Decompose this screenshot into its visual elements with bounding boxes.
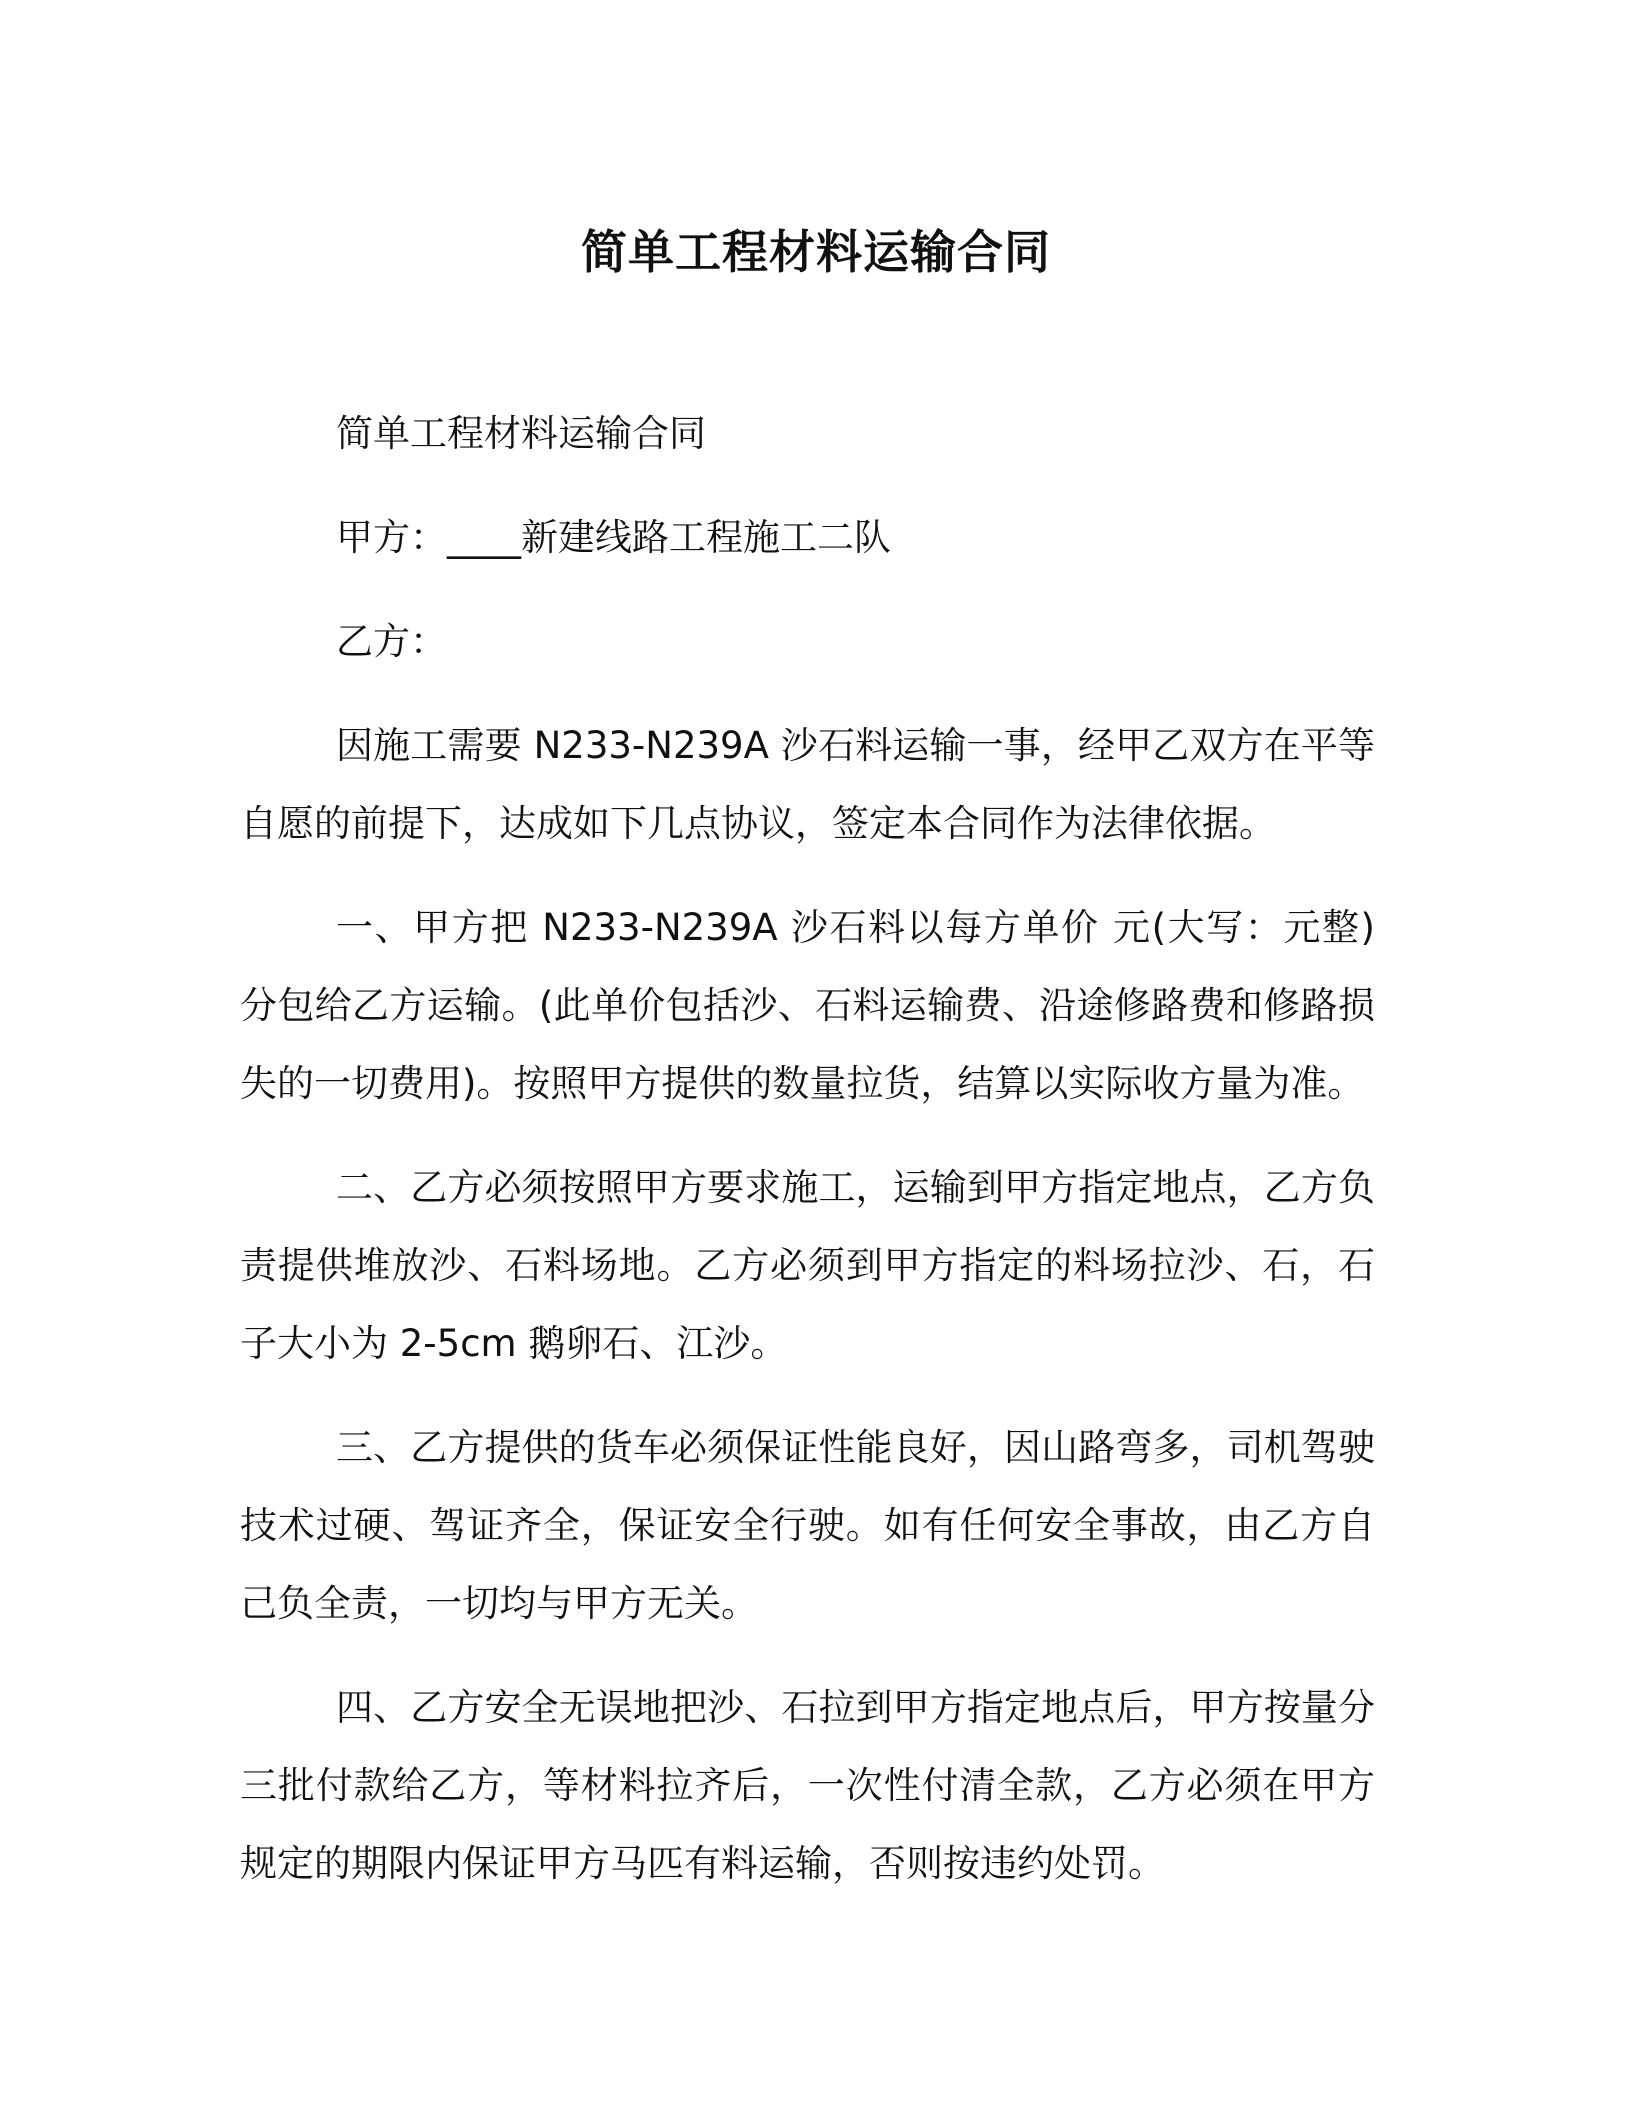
paragraph-clause-4: 四、乙方安全无误地把沙、石拉到甲方指定地点后，甲方按量分三批付款给乙方，等材料拉齐后，一次性付清全款，乙方必须在甲方规定的期限内保证甲方马匹有料运输，否则按违约处罚。 <box>240 1686 1375 1885</box>
paragraph-clause-3: 三、乙方提供的货车必须保证性能良好，因山路弯多，司机驾驶技术过硬、驾证齐全，保证安全行驶。如有任何安全事故，由乙方自己负全责，一切均与甲方无关。 <box>240 1426 1375 1625</box>
document-title: 简单工程材料运输合同 <box>581 225 1051 279</box>
paragraph-preamble: 因施工需要 N233-N239A 沙石料运输一事，经甲乙双方在平等自愿的前提下，达成如下几点协议，签定本合同作为法律依据。 <box>240 724 1375 845</box>
paragraph-clause-2: 二、乙方必须按照甲方要求施工，运输到甲方指定地点，乙方负责提供堆放沙、石料场地。乙方必须到甲方指定的料场拉沙、石，石子大小为 2-5cm 鹅卵石、江沙。 <box>240 1166 1375 1365</box>
paragraph-subtitle: 简单工程材料运输合同 <box>336 412 706 455</box>
document-body <box>240 395 1375 1929</box>
paragraph-clause-1: 一、甲方把 N233-N239A 沙石料以每方单价 元(大写：元整)分包给乙方运输。(此单价包括沙、石料运输费、沿途修路费和修路损失的一切费用)。按照甲方提供的数量拉货，结算以实际收方量为准。 <box>240 906 1375 1105</box>
paragraph-party-b: 乙方： <box>336 620 447 663</box>
paragraph-party-a: 甲方：____新建线路工程施工二队 <box>336 516 891 559</box>
